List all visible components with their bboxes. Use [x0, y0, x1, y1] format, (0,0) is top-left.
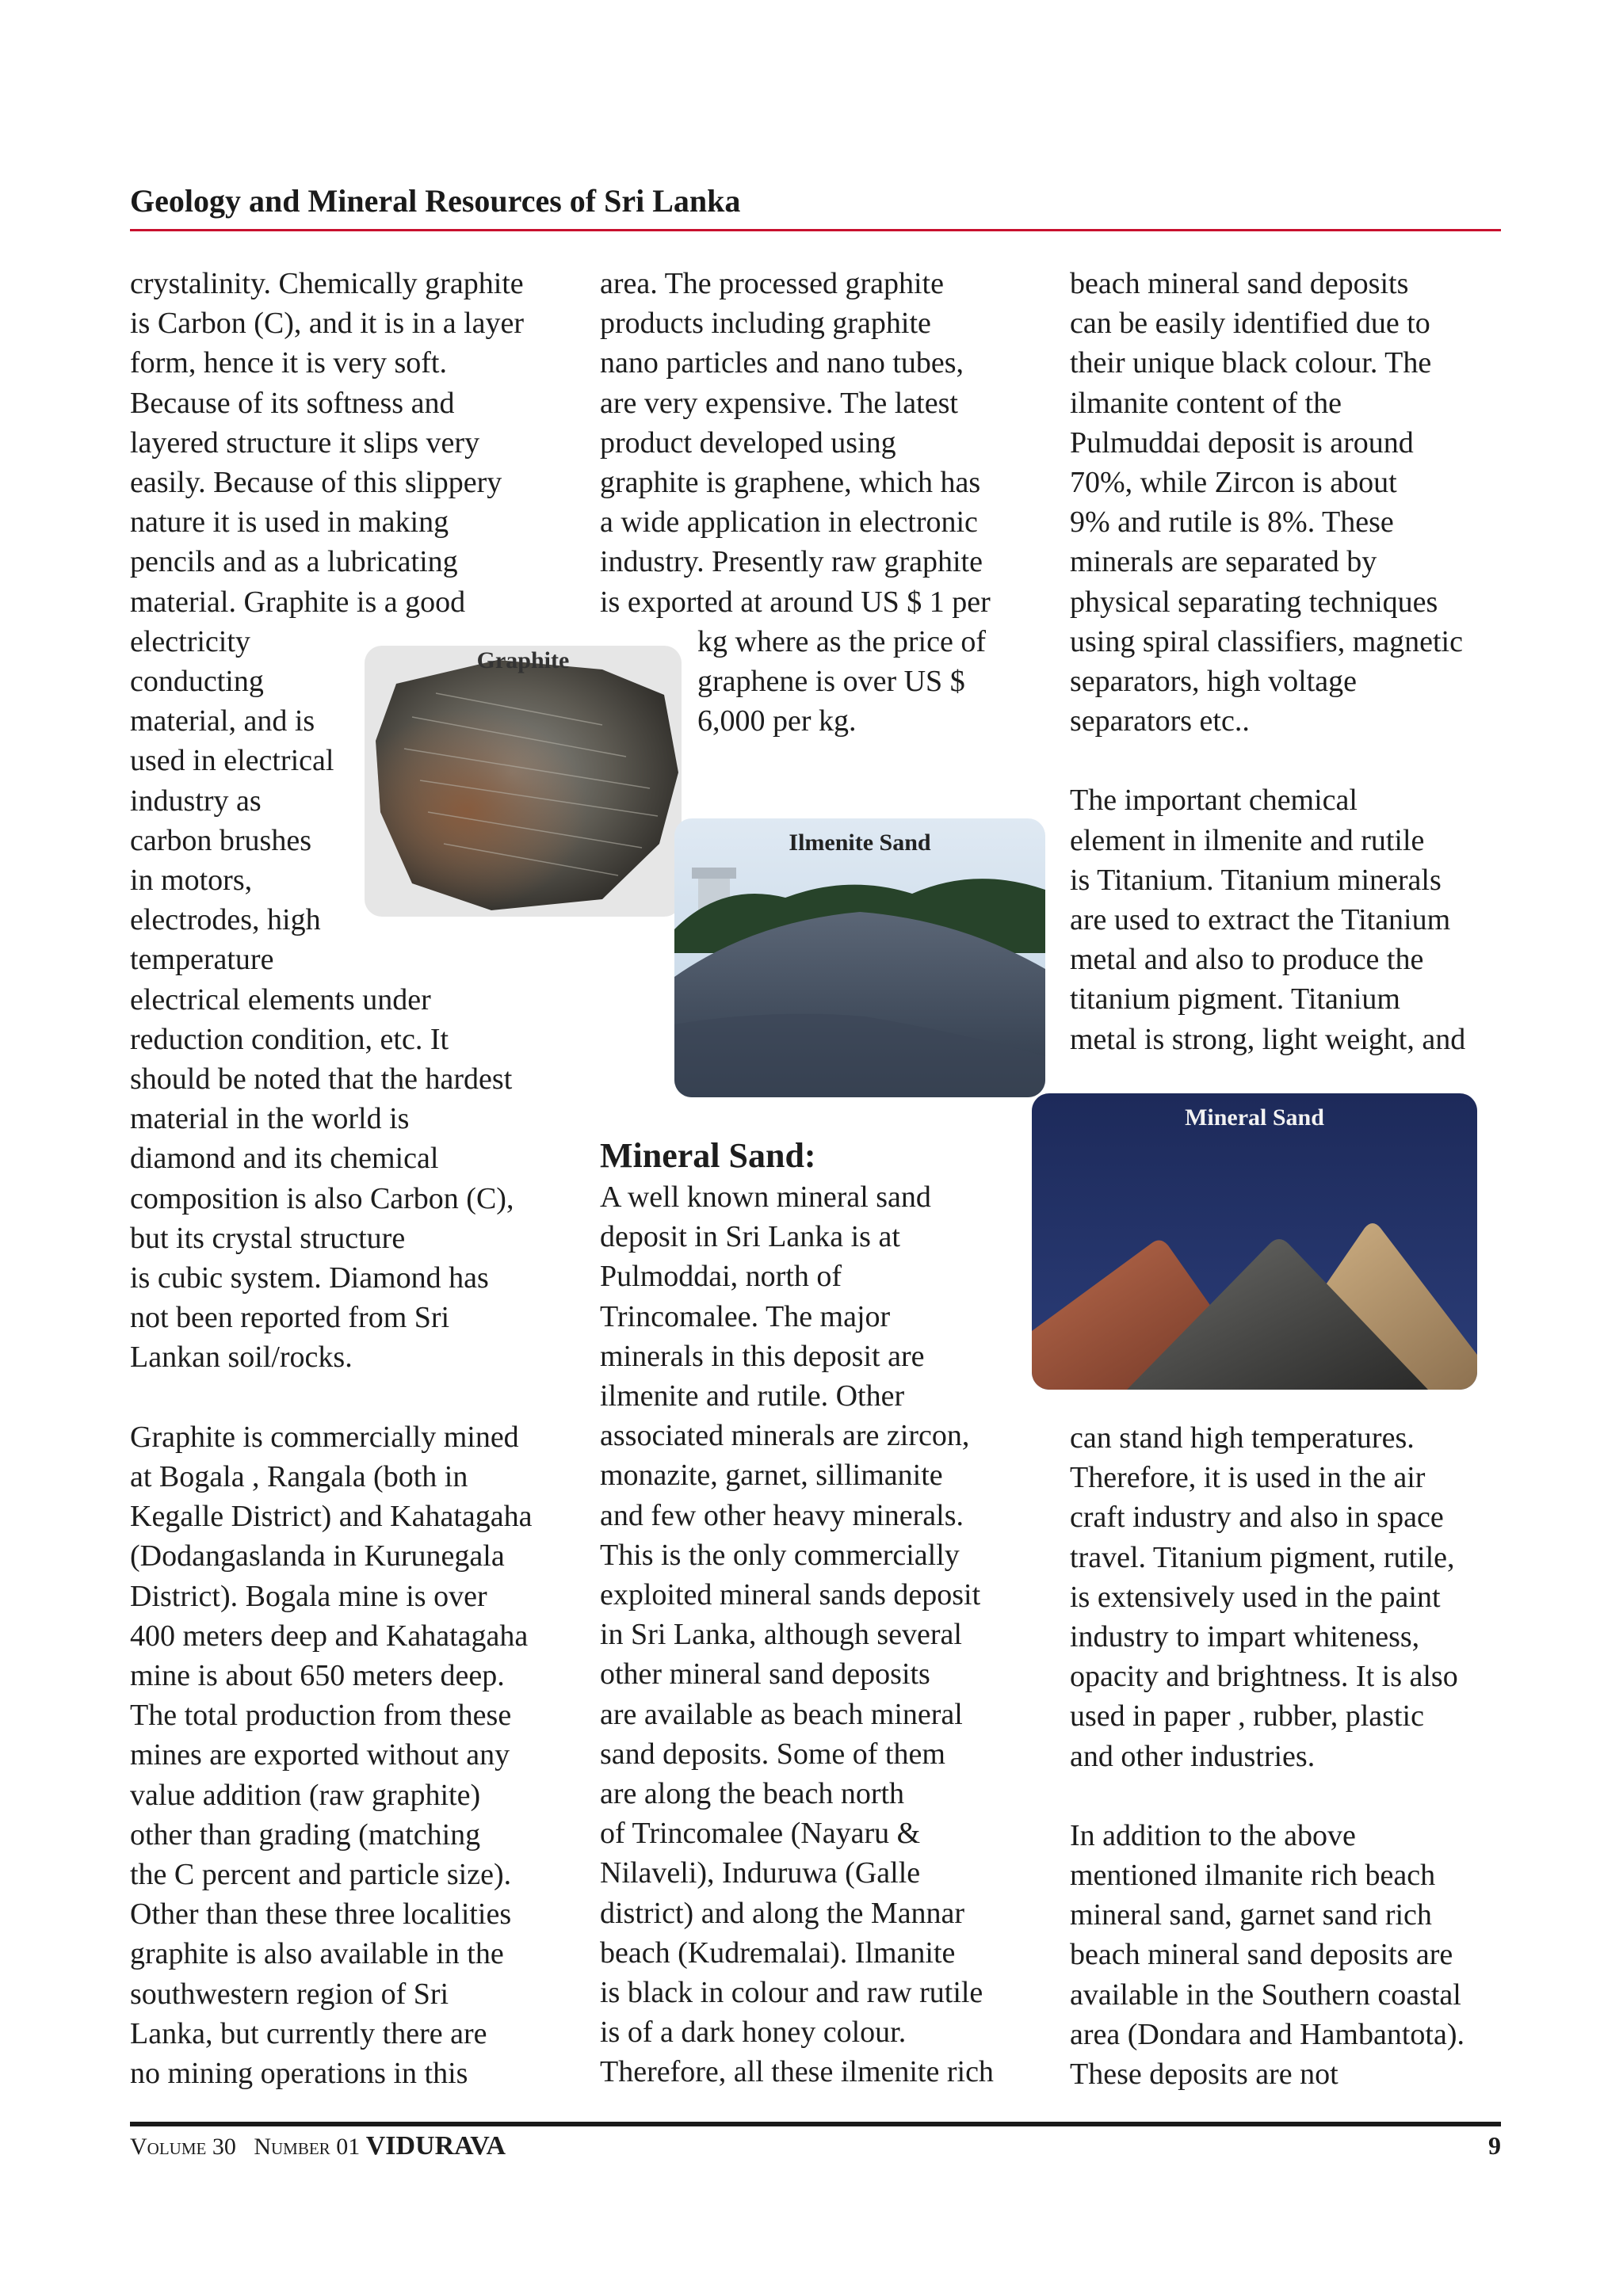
page-footer	[130, 2131, 1501, 2166]
text-line: mentioned ilmanite rich beach	[1070, 1859, 1436, 1893]
mineral-sand-photo	[1032, 1093, 1477, 1390]
footer-number: 01	[336, 2134, 361, 2160]
text-line: monazite, garnet, sillimanite	[600, 1459, 943, 1493]
text-line: Kegalle District) and Kahatagaha	[130, 1500, 533, 1534]
ilmenite-caption: Ilmenite Sand	[789, 830, 931, 856]
text-line: These deposits are not	[1070, 2058, 1338, 2092]
paragraph-beach-sand	[1070, 264, 1465, 741]
column-1	[130, 264, 533, 2093]
text-line: Trincomalee. The major	[600, 1299, 891, 1333]
text-line: available in the Southern coastal	[1070, 1978, 1461, 2012]
text-line: element in ilmenite and rutile	[1070, 823, 1425, 857]
text-line: 400 meters deep and Kahatagaha	[130, 1619, 529, 1653]
text-line: District). Bogala mine is over	[130, 1579, 487, 1613]
text-line: beach (Kudremalai). Ilmanite	[600, 1936, 956, 1970]
text-line: This is the only commercially	[600, 1538, 960, 1572]
text-line: mines are exported without any	[130, 1738, 510, 1772]
text-line: metal is strong, light weight, and	[1070, 1022, 1466, 1056]
text-line: is Carbon (C), and it is in a layer	[130, 307, 525, 341]
text-line: a wide application in electronic	[600, 505, 978, 540]
text-line: should be noted that the hardest	[130, 1062, 513, 1097]
text-line: in Sri Lanka, although several	[600, 1618, 962, 1652]
text-line: industry. Presently raw graphite	[600, 545, 983, 579]
text-line: used in electrical	[130, 744, 334, 778]
text-line: carbon brushes	[130, 823, 311, 857]
text-line: electrical elements under	[130, 982, 431, 1016]
text-line: minerals are separated by	[1070, 545, 1377, 579]
text-line: ilmenite and rutile. Other	[600, 1379, 905, 1413]
text-line: 70%, while Zircon is about	[1070, 466, 1397, 500]
column-3	[1070, 264, 1465, 1059]
text-line: Other than these three localities	[130, 1897, 512, 1932]
text-line: temperature	[130, 943, 274, 977]
footer-magazine-name: VIDURAVA	[365, 2131, 506, 2161]
text-line: physical separating techniques	[1070, 585, 1438, 619]
text-line: ilmanite content of the	[1070, 386, 1342, 420]
text-line: are available as beach mineral	[600, 1697, 963, 1731]
graphite-caption: Graphite	[476, 647, 570, 673]
page-number: 9	[1488, 2131, 1501, 2160]
paragraph-mineral-sand	[600, 1177, 994, 2092]
text-line: metal and also to produce the	[1070, 943, 1424, 977]
text-line: is extensively used in the paint	[1070, 1580, 1441, 1614]
text-line: kg where as the price of	[697, 624, 987, 658]
text-line: industry as	[130, 784, 262, 818]
text-line: using spiral classifiers, magnetic	[1070, 624, 1463, 658]
ilmenite-sand-photo	[674, 818, 1045, 1097]
text-line: pencils and as a lubricating	[130, 545, 458, 579]
text-line: exploited mineral sands deposit	[600, 1578, 981, 1612]
text-line: crystalinity. Chemically graphite	[130, 267, 524, 300]
text-line: district) and along the Mannar	[600, 1896, 965, 1930]
text-line: no mining operations in this	[130, 2056, 468, 2090]
section-heading-mineral-sand: Mineral Sand:	[600, 1136, 816, 1175]
text-line: graphene is over US $	[697, 665, 965, 699]
text-line: nano particles and nano tubes,	[600, 346, 964, 380]
text-line: 9% and rutile is 8%. These	[1070, 505, 1394, 540]
text-line: Nilaveli), Induruwa (Galle	[600, 1856, 921, 1890]
text-line: associated minerals are zircon,	[600, 1419, 970, 1453]
text-line: Graphite is commercially mined	[130, 1420, 519, 1454]
text-line: opacity and brightness. It is also	[1070, 1660, 1458, 1694]
text-line: reduction condition, etc. It	[130, 1022, 449, 1056]
text-line: layered structure it slips very	[130, 425, 480, 460]
column-2-lower	[600, 1135, 994, 2092]
text-line: separators etc..	[1070, 704, 1250, 738]
text-line: other than grading (matching	[130, 1817, 481, 1852]
ilmenite-sand-image	[674, 818, 1045, 1097]
text-line: Therefore, it is used in the air	[1070, 1461, 1426, 1495]
graphite-rock-image	[365, 646, 682, 917]
text-line: A well known mineral sand	[600, 1180, 931, 1214]
text-line: sand deposits. Some of them	[600, 1737, 945, 1771]
column-3-lower	[1070, 1418, 1465, 2094]
footer-volume: 30	[212, 2134, 236, 2160]
text-line: their unique black colour. The	[1070, 346, 1432, 380]
text-line: products including graphite	[600, 307, 931, 341]
text-line: not been reported from Sri	[130, 1301, 450, 1335]
paragraph-graphite-mining	[130, 1417, 533, 2093]
text-line: and other industries.	[1070, 1739, 1316, 1773]
graphite-photo	[365, 646, 682, 917]
text-line: Pulmuddai deposit is around	[1070, 425, 1414, 460]
header-divider	[130, 229, 1501, 231]
text-line: craft industry and also in space	[1070, 1501, 1444, 1535]
text-line: is of a dark honey colour.	[600, 2016, 907, 2050]
text-line: 6,000 per kg.	[697, 704, 857, 738]
mineral-sand-caption: Mineral Sand	[1185, 1104, 1324, 1131]
paragraph-titanium-uses	[1070, 1418, 1465, 1776]
text-line: can stand high temperatures.	[1070, 1421, 1415, 1455]
text-line: diamond and its chemical	[130, 1142, 439, 1176]
text-line: can be easily identified due to	[1070, 307, 1430, 341]
footer-divider	[130, 2122, 1501, 2126]
paragraph-titanium	[1070, 780, 1465, 1058]
text-line: Because of its softness and	[130, 386, 455, 420]
text-line: material, and is	[130, 704, 315, 738]
text-line: Lankan soil/rocks.	[130, 1341, 353, 1375]
text-line: material. Graphite is a good	[130, 585, 466, 619]
text-line: graphite is graphene, which has	[600, 466, 981, 500]
text-line: product developed using	[600, 425, 896, 460]
text-line: form, hence it is very soft.	[130, 346, 447, 380]
text-line: The important chemical	[1070, 784, 1358, 818]
text-line: graphite is also available in the	[130, 1937, 504, 1971]
text-line: nature it is used in making	[130, 505, 449, 540]
text-line: but its crystal structure	[130, 1221, 406, 1255]
text-line: and few other heavy minerals.	[600, 1498, 964, 1532]
text-line: Lanka, but currently there are	[130, 2016, 487, 2050]
text-line: industry to impart whiteness,	[1070, 1620, 1420, 1654]
paragraph-graphite-products	[600, 264, 991, 622]
text-line: value addition (raw graphite)	[130, 1778, 481, 1812]
text-line: the C percent and particle size).	[130, 1857, 512, 1891]
text-line: In addition to the above	[1070, 1818, 1356, 1852]
text-line: minerals in this deposit are	[600, 1339, 925, 1373]
footer-volume-label: Volume	[130, 2134, 207, 2160]
text-line: area. The processed graphite	[600, 267, 944, 300]
text-line: separators, high voltage	[1070, 665, 1357, 699]
text-line: other mineral sand deposits	[600, 1657, 930, 1691]
text-line: deposit in Sri Lanka is at	[600, 1220, 900, 1254]
text-line: is exported at around US $ 1 per	[600, 585, 991, 619]
text-line: beach mineral sand deposits	[1070, 267, 1409, 300]
text-line: are along the beach north	[600, 1777, 905, 1811]
text-line: titanium pigment. Titanium	[1070, 982, 1400, 1016]
text-line: The total production from these	[130, 1699, 512, 1733]
text-line: (Dodangaslanda in Kurunegala	[130, 1539, 505, 1573]
text-line: electricity	[130, 624, 250, 658]
text-line: used in paper , rubber, plastic	[1070, 1699, 1424, 1733]
text-line: easily. Because of this slippery	[130, 466, 502, 500]
text-line: electrodes, high	[130, 903, 321, 937]
text-line: area (Dondara and Hambantota).	[1070, 2017, 1465, 2051]
text-line: are used to extract the Titanium	[1070, 903, 1451, 937]
text-line: are very expensive. The latest	[600, 386, 958, 420]
text-line: mineral sand, garnet sand rich	[1070, 1898, 1432, 1932]
text-line: travel. Titanium pigment, rutile,	[1070, 1540, 1455, 1574]
mineral-sand-piles-image	[1032, 1093, 1477, 1390]
text-line: composition is also Carbon (C),	[130, 1181, 514, 1215]
text-line: conducting	[130, 665, 264, 699]
footer-number-label: Number	[254, 2134, 330, 2160]
text-line: Therefore, all these ilmenite rich	[600, 2055, 994, 2089]
page-header-title: Geology and Mineral Resources of Sri Lanka	[130, 183, 741, 219]
text-line: southwestern region of Sri	[130, 1977, 449, 2011]
text-line: material in the world is	[130, 1102, 410, 1136]
text-line: beach mineral sand deposits are	[1070, 1938, 1453, 1972]
text-line: in motors,	[130, 864, 253, 898]
text-line: is black in colour and raw rutile	[600, 1976, 983, 2010]
text-line: is cubic system. Diamond has	[130, 1261, 489, 1295]
text-line: is Titanium. Titanium minerals	[1070, 863, 1442, 897]
text-line: mine is about 650 meters deep.	[130, 1658, 505, 1692]
text-line: at Bogala , Rangala (both in	[130, 1459, 468, 1493]
text-line: of Trincomalee (Nayaru &	[600, 1817, 921, 1851]
paragraph-garnet-sand	[1070, 1816, 1465, 2094]
text-line: Pulmoddai, north of	[600, 1260, 842, 1294]
